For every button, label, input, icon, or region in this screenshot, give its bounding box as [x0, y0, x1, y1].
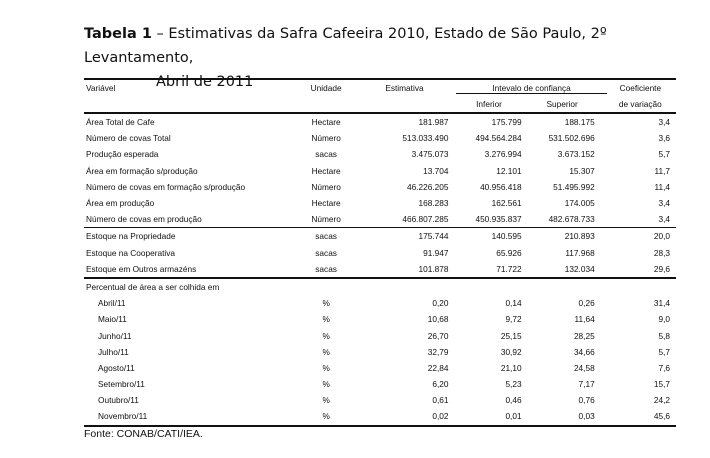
cell-inferior: 9,72 — [505, 314, 522, 325]
cell-unidade: sacas — [294, 228, 359, 245]
header-coef-line2: de variação — [609, 96, 676, 113]
cell-estimativa: 32,79 — [427, 346, 449, 357]
cell-superior: 117.968 — [565, 247, 595, 258]
cell-estimativa: 101.878 — [358, 261, 454, 278]
table-row — [84, 211, 676, 228]
table-row — [84, 113, 676, 130]
cell-coef-variacao: 3,6 — [658, 133, 670, 144]
cell-variavel: Junho/11 — [98, 330, 132, 341]
cell-coef-variacao: 3,4 — [658, 198, 670, 209]
cell-variavel: Novembro/11 — [84, 408, 294, 425]
cell-coef-variacao: 5,7 — [658, 149, 670, 160]
header-superior: Superior — [528, 96, 609, 113]
cell-unidade: % — [322, 362, 330, 373]
cell-variavel: Setembro/11 — [98, 379, 145, 390]
table-title-text-line2: Abril de 2011 — [156, 74, 254, 90]
header-empty — [294, 96, 359, 113]
cell-superior: 531.502.696 — [548, 133, 595, 144]
cell-coef-variacao: 31,4 — [653, 298, 670, 309]
cell-coef-variacao: 29,6 — [609, 261, 676, 278]
header-inferior: Inferior — [454, 96, 527, 113]
table-row — [84, 228, 676, 245]
cell-inferior: 30,92 — [500, 346, 522, 357]
cell-variavel: Estoque em Outros armazéns — [84, 261, 294, 278]
cell-estimativa: 26,70 — [427, 330, 449, 341]
cell-estimativa: 513.033.490 — [402, 133, 449, 144]
cell-unidade: Número — [311, 214, 341, 225]
cell-superior: 0,26 — [578, 298, 595, 309]
cell-inferior: 175.799 — [491, 117, 522, 128]
cell-coef-variacao: 5,7 — [658, 346, 670, 357]
cell-coef-variacao: 20,0 — [609, 228, 676, 245]
cell-inferior: 65.926 — [496, 247, 522, 258]
cell-unidade: % — [322, 314, 330, 325]
cell-superior: 28,25 — [573, 330, 595, 341]
cell-inferior: 494.564.284 — [475, 133, 522, 144]
cell-variavel: Número de covas em formação s/produção — [86, 181, 246, 192]
cell-estimativa: 0,02 — [358, 408, 454, 425]
cell-unidade: sacas — [315, 247, 337, 258]
cell-inferior: 0,46 — [505, 395, 522, 406]
cell-estimativa: 181.987 — [418, 117, 449, 128]
header-estimativa: Estimativa — [358, 79, 454, 96]
table-row — [84, 295, 676, 311]
cell-superior: 7,17 — [578, 379, 595, 390]
cell-coef-variacao: 9,0 — [658, 314, 670, 325]
table-row — [84, 327, 676, 343]
cell-variavel: Maio/11 — [98, 314, 127, 325]
cell-superior: 15.307 — [569, 165, 595, 176]
cell-superior: 174.005 — [564, 198, 595, 209]
cell-coef-variacao: 11,7 — [654, 165, 670, 176]
table-row — [84, 408, 676, 425]
cell-coef-variacao: 7,6 — [658, 362, 670, 373]
cell-inferior: 21,10 — [500, 362, 522, 373]
cell-coef-variacao: 5,8 — [658, 330, 670, 341]
table-row — [84, 163, 676, 179]
cell-estimativa: 13.704 — [423, 165, 449, 176]
cell-superior: 0,03 — [528, 408, 609, 425]
table-row — [84, 360, 676, 376]
cell-superior: 188.175 — [564, 117, 595, 128]
cell-estimativa: 3.475.073 — [411, 149, 449, 160]
table-title-dash: – — [151, 26, 169, 42]
cell-unidade: Número — [311, 133, 341, 144]
cell-estimativa: 0,61 — [432, 395, 449, 406]
cell-estimativa: 175.744 — [358, 228, 454, 245]
table-row — [84, 245, 676, 261]
header-empty — [84, 96, 294, 113]
cell-coef-variacao: 3,4 — [658, 117, 670, 128]
cell-variavel: Área Total de Cafe — [86, 117, 155, 128]
cell-estimativa: 0,20 — [432, 298, 449, 309]
cell-unidade: % — [322, 330, 330, 341]
cell-estimativa: 466.807.285 — [402, 214, 449, 225]
cell-estimativa: 22,84 — [427, 362, 449, 373]
cell-inferior: 40.956.418 — [480, 181, 522, 192]
cell-unidade: Número — [311, 181, 341, 192]
header-intervalo-label: Intevalo de confiança — [456, 83, 606, 94]
cell-coef-variacao: 28,3 — [653, 247, 670, 258]
cell-estimativa: 46.226.205 — [406, 181, 449, 192]
header-coef-line1: Coeficiente — [609, 79, 676, 96]
cell-inferior: 450.935.837 — [475, 214, 522, 225]
cell-unidade: Hectare — [311, 198, 341, 209]
cell-unidade: % — [322, 379, 330, 390]
cell-estimativa: 10,68 — [427, 314, 449, 325]
cell-inferior: 162.561 — [491, 198, 522, 209]
cell-inferior: 0,14 — [505, 298, 522, 309]
table-title-text-line1: Estimativas da Safra Cafeeira 2010, Estado de São Paulo, 2º Levantamento, — [84, 26, 607, 66]
cell-variavel: Produção esperada — [86, 149, 159, 160]
source-note: Fonte: CONAB/CATI/IEA. — [84, 428, 203, 440]
cell-superior: 3.673.152 — [557, 149, 595, 160]
cell-variavel: Área em formação s/produção — [86, 165, 198, 176]
header-unidade: Unidade — [294, 79, 359, 96]
cell-unidade: Hectare — [311, 165, 341, 176]
cell-coef-variacao: 15,7 — [653, 379, 670, 390]
cell-inferior: 25,15 — [500, 330, 522, 341]
cell-variavel: Agosto/11 — [98, 362, 135, 373]
header-row-2 — [84, 96, 676, 113]
table-row — [84, 376, 676, 392]
header-intervalo — [454, 79, 608, 96]
cell-inferior: 12.101 — [496, 165, 522, 176]
cell-variavel: Número de covas em produção — [86, 214, 202, 225]
cell-variavel: Número de covas Total — [86, 133, 171, 144]
cell-inferior: 5,23 — [505, 379, 522, 390]
cell-variavel: Julho/11 — [98, 346, 129, 357]
cell-superior: 482.678.733 — [548, 214, 595, 225]
cell-estimativa: 6,20 — [432, 379, 449, 390]
header-empty — [358, 96, 454, 113]
cell-unidade: % — [294, 408, 359, 425]
cell-coef-variacao: 3,4 — [658, 214, 670, 225]
header-variavel: Variável — [84, 79, 294, 96]
table-row — [84, 195, 676, 211]
cell-superior: 132.034 — [528, 261, 609, 278]
table-row — [84, 179, 676, 195]
group-title-row — [84, 278, 676, 295]
cell-unidade: % — [322, 395, 330, 406]
cell-coef-variacao: 11,4 — [654, 181, 670, 192]
table-row — [84, 146, 676, 162]
cell-variavel: Abril/11 — [98, 298, 126, 309]
cell-inferior: 3.276.994 — [484, 149, 522, 160]
cell-coef-variacao: 24,2 — [653, 395, 670, 406]
cell-superior: 51.495.992 — [553, 181, 595, 192]
cell-variavel: Outubro/11 — [98, 395, 139, 406]
cell-variavel: Estoque na Propriedade — [84, 228, 294, 245]
cell-superior: 24,58 — [573, 362, 595, 373]
cell-unidade: sacas — [315, 149, 337, 160]
cell-inferior: 0,01 — [454, 408, 527, 425]
table-row — [84, 344, 676, 360]
cell-inferior: 71.722 — [454, 261, 527, 278]
cell-variavel: Área em produção — [86, 198, 155, 209]
cell-estimativa: 91.947 — [423, 247, 449, 258]
cell-superior: 210.893 — [528, 228, 609, 245]
cell-inferior: 140.595 — [454, 228, 527, 245]
cell-unidade: % — [322, 346, 330, 357]
cell-estimativa: 168.283 — [418, 198, 449, 209]
cell-unidade: Hectare — [311, 117, 341, 128]
table-row — [84, 311, 676, 327]
group-title: Percentual de área a ser colhida em — [86, 281, 220, 292]
cell-unidade: % — [322, 298, 330, 309]
header-row-1 — [84, 79, 676, 96]
cell-unidade: sacas — [294, 261, 359, 278]
cell-superior: 0,76 — [578, 395, 595, 406]
cell-coef-variacao: 45,6 — [609, 408, 676, 425]
cell-superior: 11,64 — [574, 314, 595, 325]
cell-superior: 34,66 — [573, 346, 595, 357]
cell-variavel: Estoque na Cooperativa — [86, 247, 176, 258]
table-row — [84, 392, 676, 408]
table-row — [84, 261, 676, 278]
table-row — [84, 130, 676, 146]
data-table — [84, 78, 676, 427]
table-title-label: Tabela 1 — [84, 26, 152, 42]
